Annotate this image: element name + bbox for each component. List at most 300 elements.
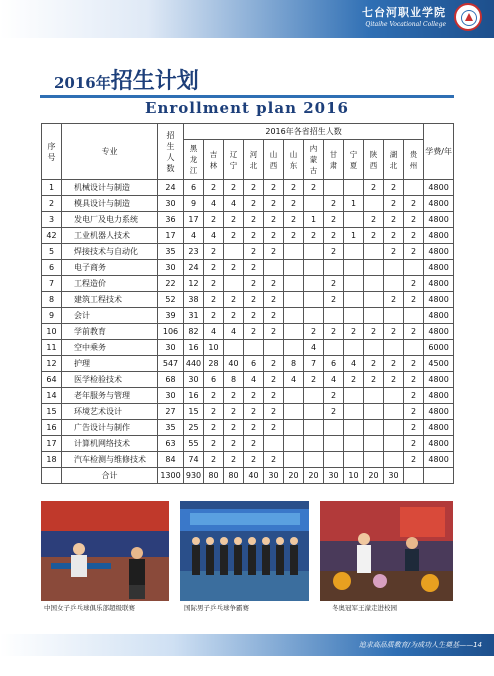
cell-province: 2 — [244, 228, 264, 244]
header-province: 山 西 — [264, 140, 284, 180]
cell-province: 16 — [184, 388, 204, 404]
cell-province: 2 — [404, 420, 424, 436]
cell-province: 4 — [304, 340, 324, 356]
table-row — [42, 388, 454, 404]
cell-province — [364, 404, 384, 420]
cell-province — [364, 420, 384, 436]
cell-province: 2 — [264, 212, 284, 228]
cell-major: 建筑工程技术 — [62, 292, 158, 308]
cell-fee: 4800 — [424, 388, 454, 404]
cell-province: 2 — [324, 324, 344, 340]
cell-fee: 4800 — [424, 452, 454, 468]
cell-province: 2 — [304, 324, 324, 340]
cell-major: 工程造价 — [62, 276, 158, 292]
cell-province — [304, 388, 324, 404]
title-divider — [40, 95, 454, 98]
cell-major: 学前教育 — [62, 324, 158, 340]
cell-province: 2 — [244, 244, 264, 260]
cell-province: 2 — [264, 404, 284, 420]
cell-province: 2 — [204, 308, 224, 324]
cell-province: 2 — [224, 260, 244, 276]
cell-province: 2 — [364, 324, 384, 340]
cell-province: 2 — [264, 292, 284, 308]
cell-province: 2 — [384, 180, 404, 196]
cell-province — [224, 244, 244, 260]
cell-province — [344, 436, 364, 452]
cell-province: 2 — [384, 292, 404, 308]
cell-province — [404, 308, 424, 324]
cell-no — [42, 468, 62, 484]
footer-bar — [0, 634, 494, 656]
cell-province: 2 — [264, 244, 284, 260]
cell-total: 22 — [158, 276, 184, 292]
cell-province: 2 — [364, 228, 384, 244]
cell-province: 2 — [304, 228, 324, 244]
cell-province: 2 — [224, 308, 244, 324]
cell-no: 2 — [42, 196, 62, 212]
cell-province: 6 — [244, 356, 264, 372]
cell-province: 2 — [244, 276, 264, 292]
table-row — [42, 180, 454, 196]
cell-major: 计算机网络技术 — [62, 436, 158, 452]
cell-province — [284, 404, 304, 420]
photo-olympic-champion — [320, 501, 453, 601]
header-province: 河 北 — [244, 140, 264, 180]
photo-men-table-tennis — [180, 501, 309, 601]
cell-province: 4 — [244, 372, 264, 388]
cell-fee: 4800 — [424, 228, 454, 244]
cell-province: 2 — [204, 388, 224, 404]
cell-province: 2 — [284, 212, 304, 228]
cell-province — [304, 196, 324, 212]
header-province: 湖 北 — [384, 140, 404, 180]
table-row — [42, 404, 454, 420]
table-row — [42, 292, 454, 308]
cell-province: 2 — [404, 388, 424, 404]
cell-province: 4 — [344, 356, 364, 372]
header-province: 贵 州 — [404, 140, 424, 180]
table-row — [42, 340, 454, 356]
cell-total: 30 — [158, 196, 184, 212]
cell-major: 医学检验技术 — [62, 372, 158, 388]
cell-province: 2 — [404, 324, 424, 340]
title-year: 2016年 — [54, 74, 111, 92]
cell-province — [344, 420, 364, 436]
cell-province: 2 — [244, 420, 264, 436]
cell-province: 4 — [224, 196, 244, 212]
cell-province: 2 — [404, 276, 424, 292]
photo-caption-3: 冬奥冠军王濛走进校园 — [332, 604, 397, 612]
cell-province — [364, 436, 384, 452]
table-row — [42, 420, 454, 436]
cell-province — [384, 436, 404, 452]
cell-total: 30 — [158, 340, 184, 356]
cell-total: 84 — [158, 452, 184, 468]
cell-province: 2 — [324, 228, 344, 244]
cell-province: 2 — [204, 180, 224, 196]
cell-province: 2 — [384, 372, 404, 388]
cell-province — [384, 452, 404, 468]
cell-no: 64 — [42, 372, 62, 388]
cell-province: 7 — [304, 356, 324, 372]
cell-province — [384, 388, 404, 404]
cell-province: 2 — [264, 308, 284, 324]
cell-province: 2 — [324, 388, 344, 404]
table-total-row — [42, 468, 454, 484]
header-fee: 学费/年 — [424, 124, 454, 180]
cell-province: 2 — [264, 420, 284, 436]
cell-province: 4 — [204, 324, 224, 340]
cell-province: 2 — [244, 180, 264, 196]
cell-province: 2 — [364, 180, 384, 196]
cell-total: 36 — [158, 212, 184, 228]
cell-province — [364, 244, 384, 260]
cell-province — [344, 308, 364, 324]
cell-major: 模具设计与制造 — [62, 196, 158, 212]
cell-province: 9 — [184, 196, 204, 212]
cell-province: 30 — [384, 468, 404, 484]
cell-province: 6 — [204, 372, 224, 388]
header-bar — [0, 0, 494, 38]
cell-province — [364, 452, 384, 468]
cell-no: 15 — [42, 404, 62, 420]
cell-province: 2 — [264, 196, 284, 212]
cell-province: 2 — [204, 404, 224, 420]
cell-total: 39 — [158, 308, 184, 324]
header-province: 黑 龙 江 — [184, 140, 204, 180]
header-plan: 招 生 人 数 — [158, 124, 184, 180]
cell-province: 4 — [204, 196, 224, 212]
header-province-group: 2016年各省招生人数 — [184, 124, 424, 140]
cell-fee: 4800 — [424, 324, 454, 340]
cell-fee: 6000 — [424, 340, 454, 356]
cell-province — [284, 324, 304, 340]
cell-province — [344, 388, 364, 404]
footer-slogan: 追求高品质教育/为成功人生奠基——14 — [358, 641, 482, 649]
cell-province — [364, 260, 384, 276]
cell-province — [404, 180, 424, 196]
header-province: 吉 林 — [204, 140, 224, 180]
cell-province: 6 — [184, 180, 204, 196]
cell-province: 930 — [184, 468, 204, 484]
cell-province — [384, 420, 404, 436]
cell-province — [304, 436, 324, 452]
cell-province: 2 — [404, 452, 424, 468]
cell-province: 2 — [264, 228, 284, 244]
cell-province: 2 — [244, 404, 264, 420]
cell-total: 27 — [158, 404, 184, 420]
cell-province — [224, 340, 244, 356]
cell-no: 5 — [42, 244, 62, 260]
cell-province — [404, 468, 424, 484]
cell-fee — [424, 468, 454, 484]
cell-province: 2 — [404, 436, 424, 452]
cell-fee: 4500 — [424, 356, 454, 372]
cell-province: 82 — [184, 324, 204, 340]
cell-province: 2 — [204, 212, 224, 228]
cell-province: 40 — [224, 356, 244, 372]
cell-province: 80 — [224, 468, 244, 484]
cell-fee: 4800 — [424, 180, 454, 196]
cell-province — [364, 388, 384, 404]
cell-province: 31 — [184, 308, 204, 324]
cell-province — [284, 308, 304, 324]
cell-major: 焊接技术与自动化 — [62, 244, 158, 260]
cell-province: 2 — [224, 212, 244, 228]
cell-province — [364, 276, 384, 292]
cell-province — [344, 292, 364, 308]
cell-fee: 4800 — [424, 244, 454, 260]
cell-province — [304, 276, 324, 292]
cell-province: 1 — [344, 196, 364, 212]
cell-province: 2 — [244, 260, 264, 276]
cell-province: 2 — [224, 180, 244, 196]
cell-fee: 4800 — [424, 308, 454, 324]
cell-province: 2 — [204, 244, 224, 260]
cell-province — [324, 420, 344, 436]
cell-fee: 4800 — [424, 436, 454, 452]
cell-province: 2 — [244, 308, 264, 324]
title-main: 招生计划 — [110, 68, 199, 94]
cell-province: 10 — [204, 340, 224, 356]
cell-province: 15 — [184, 404, 204, 420]
cell-no: 7 — [42, 276, 62, 292]
table-row — [42, 436, 454, 452]
cell-total: 30 — [158, 260, 184, 276]
cell-no: 6 — [42, 260, 62, 276]
cell-province: 2 — [364, 372, 384, 388]
cell-province: 2 — [404, 356, 424, 372]
cell-no: 17 — [42, 436, 62, 452]
cell-fee: 4800 — [424, 404, 454, 420]
table-row — [42, 276, 454, 292]
school-name-en: Qitaihe Vocational College — [365, 21, 446, 28]
cell-province: 2 — [244, 292, 264, 308]
cell-province: 2 — [404, 404, 424, 420]
photo-caption-2: 国际男子乒乓球争霸赛 — [184, 604, 249, 612]
cell-province: 24 — [184, 260, 204, 276]
cell-province: 2 — [244, 436, 264, 452]
header-province: 宁 夏 — [344, 140, 364, 180]
cell-province: 2 — [224, 436, 244, 452]
cell-province: 2 — [324, 276, 344, 292]
cell-province — [324, 436, 344, 452]
cell-total: 17 — [158, 228, 184, 244]
cell-total: 35 — [158, 420, 184, 436]
cell-total: 52 — [158, 292, 184, 308]
cell-province: 2 — [304, 372, 324, 388]
cell-total-label: 合计 — [62, 468, 158, 484]
school-name-cn: 七台河职业学院 — [362, 6, 446, 19]
cell-province — [264, 340, 284, 356]
cell-total: 35 — [158, 244, 184, 260]
cell-province: 25 — [184, 420, 204, 436]
cell-province: 2 — [284, 180, 304, 196]
cell-no: 18 — [42, 452, 62, 468]
cell-fee: 4800 — [424, 292, 454, 308]
cell-province: 74 — [184, 452, 204, 468]
cell-no: 11 — [42, 340, 62, 356]
cell-total: 68 — [158, 372, 184, 388]
cell-province: 2 — [324, 292, 344, 308]
cell-major: 汽车检测与维修技术 — [62, 452, 158, 468]
cell-province: 2 — [224, 292, 244, 308]
cell-province: 1 — [344, 228, 364, 244]
table-row — [42, 308, 454, 324]
header-no: 序 号 — [42, 124, 62, 180]
cell-province: 30 — [184, 372, 204, 388]
cell-province: 28 — [204, 356, 224, 372]
cell-major: 会计 — [62, 308, 158, 324]
cell-no: 16 — [42, 420, 62, 436]
table-row — [42, 244, 454, 260]
cell-province — [284, 260, 304, 276]
cell-total: 24 — [158, 180, 184, 196]
cell-province — [284, 340, 304, 356]
cell-province — [384, 308, 404, 324]
cell-province — [284, 436, 304, 452]
cell-province: 2 — [384, 356, 404, 372]
cell-province: 2 — [244, 196, 264, 212]
cell-province — [284, 452, 304, 468]
header-province: 内 蒙 古 — [304, 140, 324, 180]
photo-caption-1: 中国女子乒乓球俱乐部超级联赛 — [44, 604, 135, 612]
cell-province — [344, 260, 364, 276]
cell-province — [324, 260, 344, 276]
cell-province: 2 — [244, 388, 264, 404]
cell-no: 10 — [42, 324, 62, 340]
cell-province — [384, 276, 404, 292]
cell-province: 2 — [364, 212, 384, 228]
cell-province: 2 — [224, 404, 244, 420]
cell-province: 2 — [224, 452, 244, 468]
cell-province: 1 — [304, 212, 324, 228]
cell-province — [384, 404, 404, 420]
cell-province: 2 — [264, 180, 284, 196]
cell-province: 2 — [264, 276, 284, 292]
cell-province: 4 — [184, 228, 204, 244]
cell-province — [384, 340, 404, 356]
cell-province — [244, 340, 264, 356]
cell-province — [324, 340, 344, 356]
table-row — [42, 356, 454, 372]
cell-major: 机械设计与制造 — [62, 180, 158, 196]
table-row — [42, 452, 454, 468]
cell-province — [304, 260, 324, 276]
cell-fee: 4800 — [424, 420, 454, 436]
cell-province: 30 — [324, 468, 344, 484]
cell-province: 2 — [324, 196, 344, 212]
cell-province — [264, 436, 284, 452]
cell-province: 38 — [184, 292, 204, 308]
table-row — [42, 372, 454, 388]
cell-province: 55 — [184, 436, 204, 452]
cell-province — [364, 196, 384, 212]
cell-province — [284, 276, 304, 292]
cell-province — [344, 212, 364, 228]
cell-province — [304, 308, 324, 324]
cell-province: 440 — [184, 356, 204, 372]
cell-province: 2 — [384, 196, 404, 212]
cell-province: 17 — [184, 212, 204, 228]
cell-province — [344, 340, 364, 356]
cell-province: 80 — [204, 468, 224, 484]
cell-province: 2 — [324, 244, 344, 260]
cell-fee: 4800 — [424, 372, 454, 388]
cell-province — [304, 404, 324, 420]
cell-fee: 4800 — [424, 212, 454, 228]
cell-province — [404, 340, 424, 356]
cell-no: 1 — [42, 180, 62, 196]
cell-province — [304, 452, 324, 468]
cell-province: 2 — [264, 388, 284, 404]
cell-province: 2 — [224, 388, 244, 404]
cell-province: 23 — [184, 244, 204, 260]
cell-province — [364, 292, 384, 308]
cell-province: 4 — [224, 324, 244, 340]
cell-province: 16 — [184, 340, 204, 356]
cell-province — [304, 420, 324, 436]
table-row — [42, 212, 454, 228]
cell-province: 8 — [224, 372, 244, 388]
cell-total: 106 — [158, 324, 184, 340]
cell-province — [324, 452, 344, 468]
cell-no: 3 — [42, 212, 62, 228]
cell-province: 2 — [384, 228, 404, 244]
cell-province: 2 — [264, 452, 284, 468]
cell-total: 63 — [158, 436, 184, 452]
cell-major: 发电厂及电力系统 — [62, 212, 158, 228]
cell-total: 547 — [158, 356, 184, 372]
cell-province — [344, 276, 364, 292]
header-province: 陕 西 — [364, 140, 384, 180]
cell-province: 2 — [244, 212, 264, 228]
cell-province: 8 — [284, 356, 304, 372]
table-row — [42, 196, 454, 212]
cell-no: 12 — [42, 356, 62, 372]
cell-province: 2 — [224, 420, 244, 436]
header-major: 专业 — [62, 124, 158, 180]
cell-province: 20 — [284, 468, 304, 484]
cell-province — [224, 276, 244, 292]
cell-province — [384, 260, 404, 276]
cell-province: 2 — [224, 228, 244, 244]
cell-province: 2 — [324, 212, 344, 228]
cell-province — [344, 452, 364, 468]
cell-no: 9 — [42, 308, 62, 324]
cell-province: 2 — [204, 276, 224, 292]
cell-province: 2 — [384, 212, 404, 228]
cell-province: 2 — [404, 196, 424, 212]
cell-province: 2 — [244, 452, 264, 468]
cell-province — [364, 308, 384, 324]
cell-province — [324, 308, 344, 324]
cell-province — [404, 260, 424, 276]
cell-province: 6 — [324, 356, 344, 372]
cell-province — [344, 404, 364, 420]
cell-province: 20 — [304, 468, 324, 484]
cell-province: 2 — [344, 324, 364, 340]
cell-province: 2 — [284, 196, 304, 212]
enrollment-table — [41, 123, 454, 484]
cell-province: 2 — [204, 420, 224, 436]
cell-fee: 4800 — [424, 196, 454, 212]
cell-province: 2 — [404, 244, 424, 260]
cell-province: 2 — [344, 372, 364, 388]
cell-province: 2 — [204, 260, 224, 276]
cell-province — [264, 260, 284, 276]
cell-province: 2 — [204, 452, 224, 468]
